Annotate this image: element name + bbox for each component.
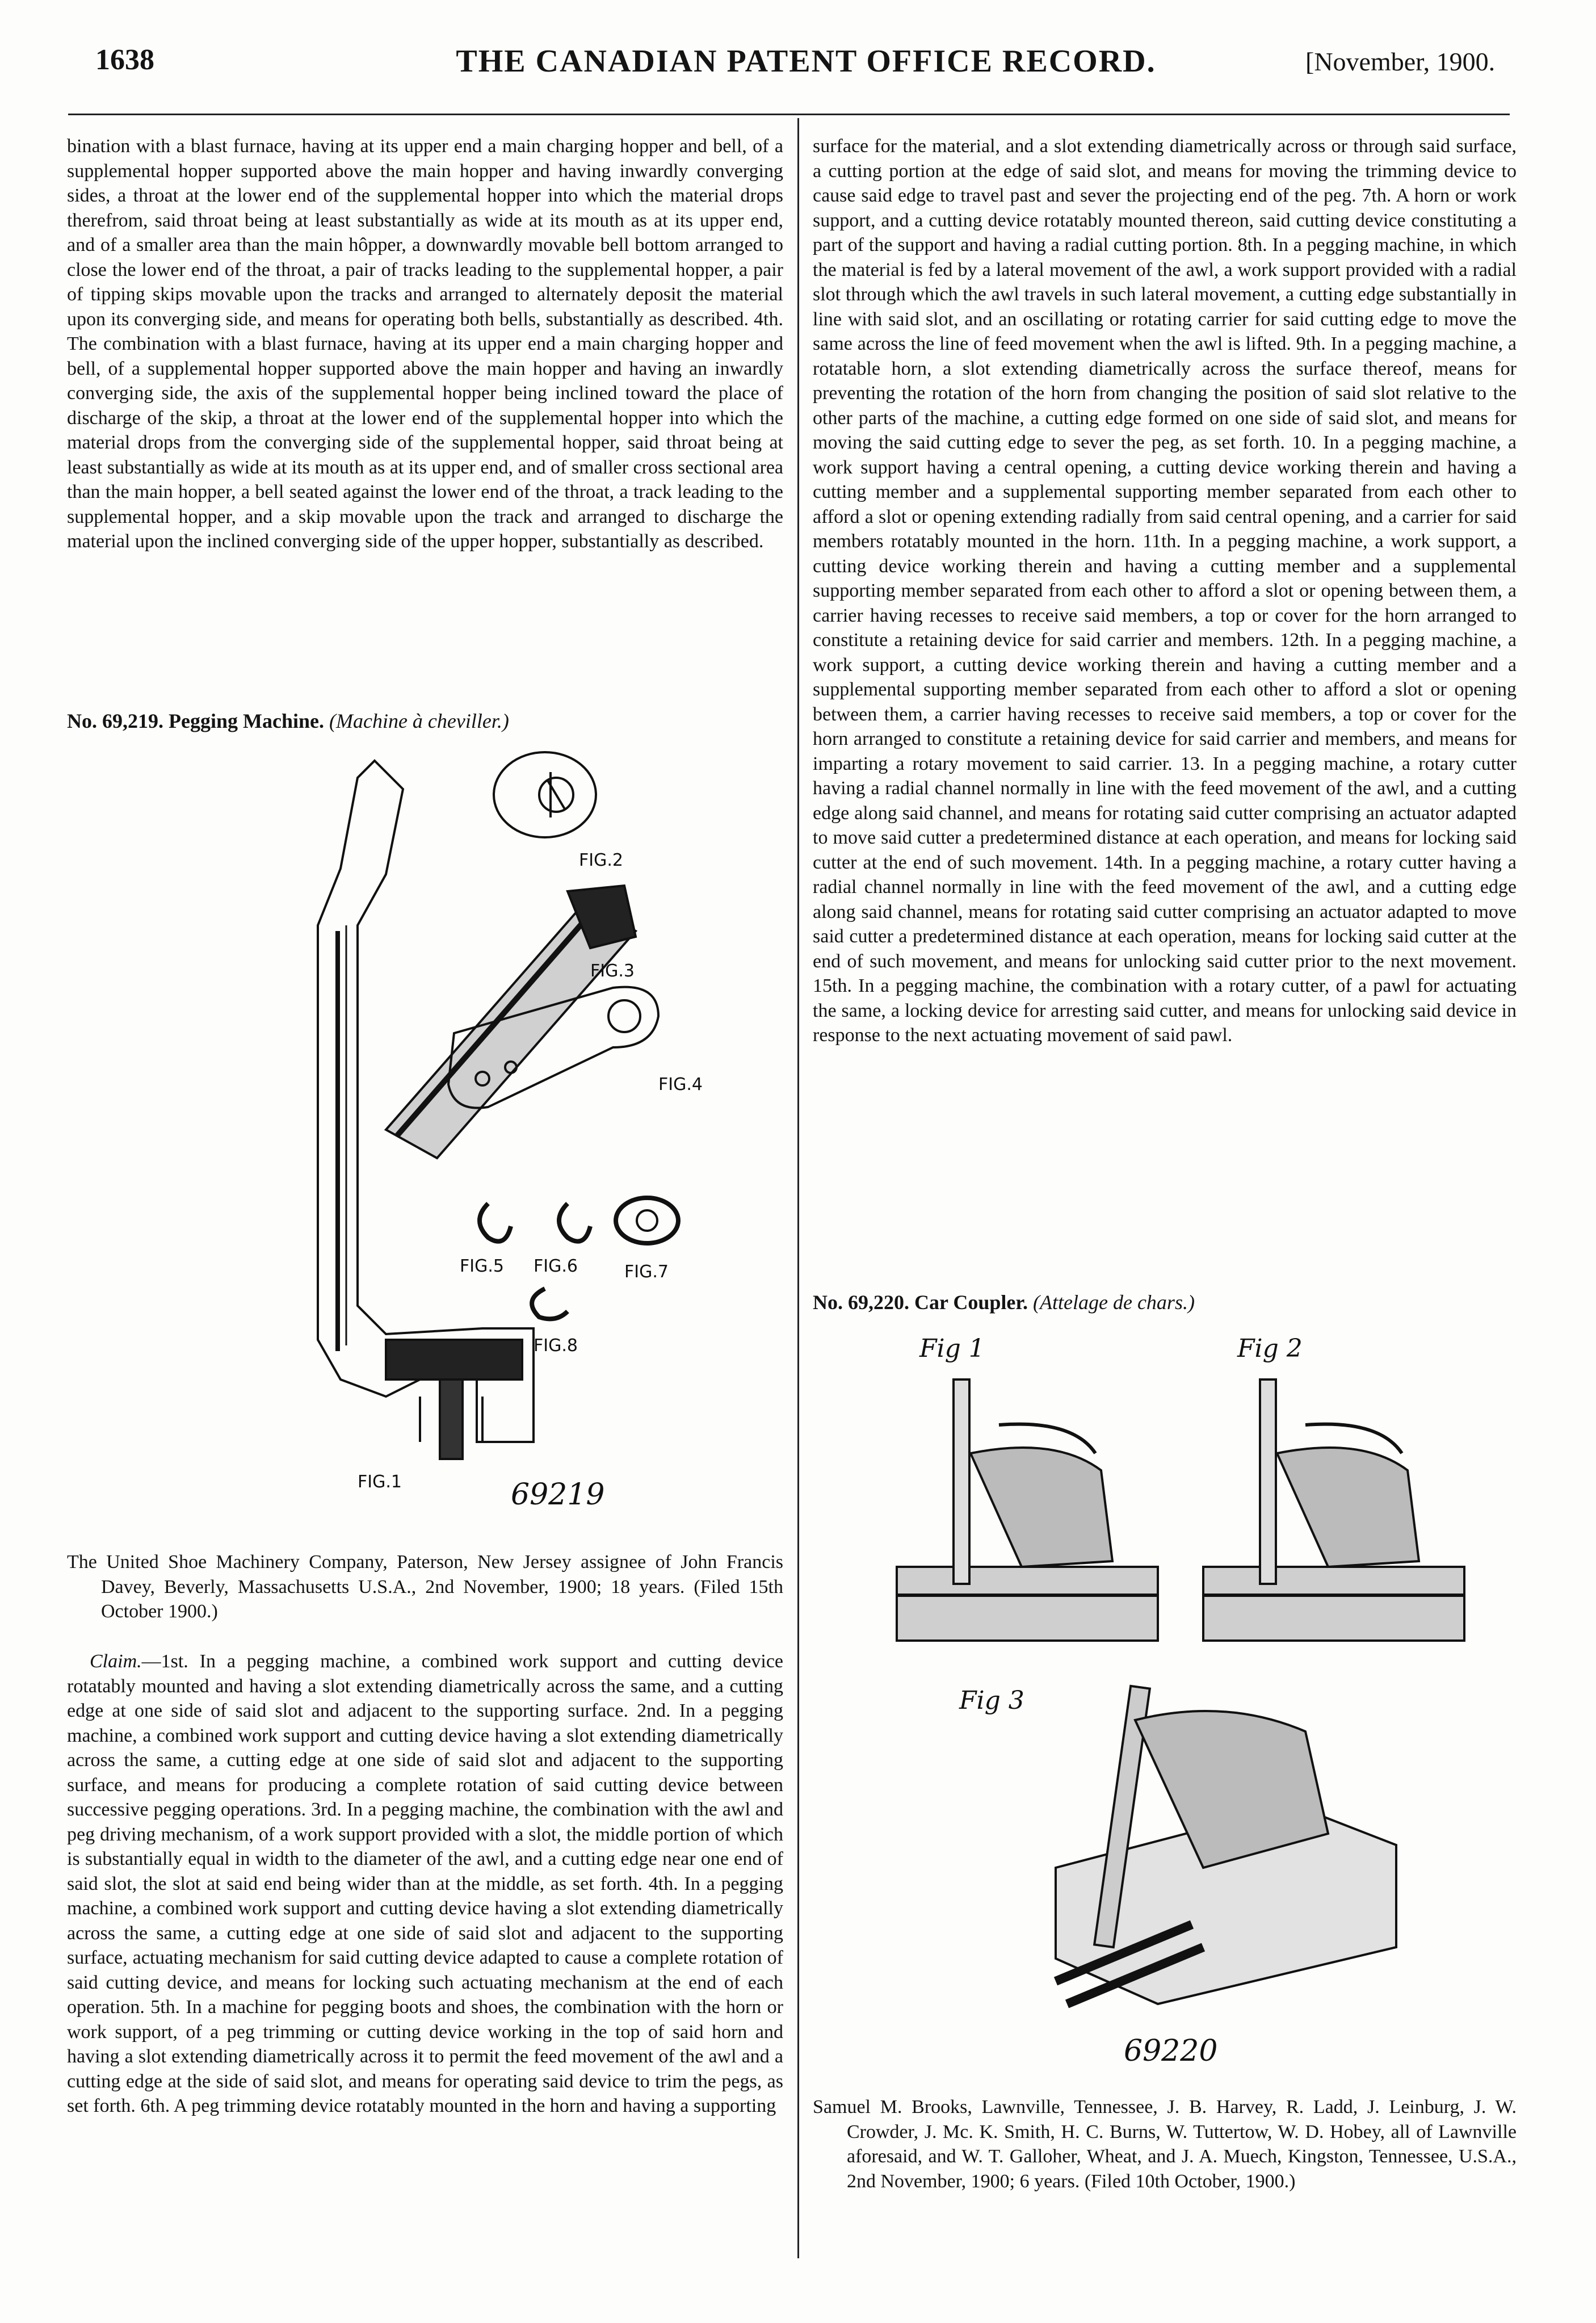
- claim-continuation-text: bination with a blast furnace, having at its upper end a main charging hopper and bell, of a supplemental hopper supported above the main hopper and having inwardly converging sides, a throat at the lower end of the supplemental hopper into which the material drops therefrom, said throat being at least substantially as wide at its mouth as at its upper end, and of a smaller area than the main hôpper, a downwardly movable bell bottom arranged to close the lower end of the throat, a pair of tracks leading to the supplemental hopper, a pair of tipping skips movable upon the tracks and arranged to alternately deposit the material upon its converging side, and means for operating both bells, substantially as described. 4th. The combination with a blast furnace, having at its upper end a main charging hopper and bell, of a supplemental hopper supported above the main hopper and having an inwardly converging side, the axis of the supplemental hopper being inclined toward the place of discharge of the skip, a throat at the lower end of the supplemental hopper into which the material drops from the converging side of the supplemental hopper, said throat being at least substantially as wide at its mouth as at its upper end, and of smaller cross sectional area than the main hopper, a bell seated against the lower end of the throat, a track leading to the supplemental hopper, and a skip movable upon the track and arranged to discharge the material upon the inclined converging side of the upper hopper, substantially as described.: [67, 136, 783, 552]
- fig-label-5: FIG.5: [460, 1256, 504, 1276]
- page-number: 1638: [95, 44, 154, 76]
- fig-label-1: FIG.1: [358, 1472, 402, 1492]
- patent-heading-69219: [67, 708, 783, 733]
- fig-label-3: Fig 3: [959, 1686, 1024, 1715]
- right-column-continuation: [813, 134, 1517, 1048]
- assignee-69219: [67, 1550, 783, 1624]
- patent-name: Car Coupler.: [914, 1291, 1028, 1314]
- fig-label-4: FIG.4: [658, 1075, 703, 1095]
- car-coupler-figure: [885, 1323, 1498, 2078]
- figure-number-handwritten: 69220: [1124, 2034, 1218, 2068]
- patent-heading-69220: [813, 1290, 1517, 1315]
- fig-label-2: Fig 2: [1237, 1334, 1303, 1363]
- patent-name-french: (Machine à cheviller.): [329, 710, 509, 732]
- pegging-machine-drawing: [216, 738, 761, 1527]
- assignee-text: Samuel M. Brooks, Lawnville, Tennessee, J. B. Harvey, R. Ladd, J. Leinburg, J. W. Crowder, J. Mc. K. Smith, H. C. Burns, W. Tuttertow, W. D. Hobey, all of Lawnville aforesaid, and W. T. Galloher, Wheat, and J. A. Muech, Kingston, Tennessee, U.S.A., 2nd November, 1900; 6 years. (Filed 10th October, 1900.): [813, 2096, 1517, 2192]
- figure-number-handwritten: 69219: [511, 1478, 605, 1512]
- journal-title: THE CANADIAN PATENT OFFICE RECORD.: [456, 44, 1156, 79]
- issue-date: [November, 1900.: [1305, 47, 1496, 76]
- column-divider: [797, 118, 799, 2258]
- pegging-machine-figure: [216, 738, 761, 1527]
- patent-name-french: (Attelage de chars.): [1033, 1291, 1195, 1314]
- fig-label-3: FIG.3: [590, 961, 635, 981]
- fig-label-8: FIG.8: [534, 1336, 578, 1356]
- claims-text: —1st. In a pegging machine, a combined work support and cutting device rotatably mounted and having a slot extending diametrically across the same, and a cutting edge at one side of said slot and adjacent to the supporting surface. 2nd. In a pegging machine, a combined work support and cutting device having a slot extending diametrically across the same, a cutting edge at one side of said slot and adjacent to the supporting surface, and means for producing a complete rotation of said cutting device between successive pegging operations. 3rd. In a pegging machine, the combination with the awl and peg driving mechanism, of a work support provided with a slot, the middle portion of which is substantially equal in width to the diameter of the awl, and a cutting edge near one end of said slot, the slot at said end being wider than at the middle, as set forth. 4th. In a pegging machine, a combined work support and cutting device having a slot extending diametrically across the same, a cutting edge at one side of said slot and adjacent to the supporting surface, actuating mechanism for said cutting device adapted to cause a complete rotation of said cutting device, and means for locking such actuating mechanism at the end of each operation. 5th. In a machine for pegging boots and shoes, the combination with the horn or work support, of a peg trimming or cutting device working in the top of said horn and having a slot extending diametrically across it to permit the feed movement of the awl and a cutting edge at the side of said slot, and means for operating said device to trim the pegs, as set forth. 6th. A peg trimming device rotatably mounted in the horn and having a supporting: [67, 1651, 783, 2116]
- fig-label-7: FIG.7: [624, 1262, 669, 1282]
- assignee-69220: [813, 2095, 1517, 2194]
- patent-number: No. 69,220.: [813, 1291, 909, 1314]
- left-column-continuation: [67, 134, 783, 554]
- page-header: [0, 0, 1596, 114]
- assignee-text: The United Shoe Machinery Company, Paterson, New Jersey assignee of John Francis Davey, Beverly, Massachusetts U.S.A., 2nd November, 1900; 18 years. (Filed 15th October 1900.): [67, 1552, 783, 1622]
- patent-number: No. 69,219.: [67, 710, 163, 732]
- fig-label-2: FIG.2: [579, 850, 623, 870]
- claims-paragraph: [67, 1649, 783, 2119]
- claims-69219: [67, 1649, 783, 2119]
- fig-label-1: Fig 1: [919, 1334, 985, 1363]
- patent-name: Pegging Machine.: [169, 710, 324, 732]
- header-rule: [68, 114, 1510, 115]
- claim-label: Claim.: [90, 1651, 142, 1672]
- car-coupler-drawing: [885, 1323, 1498, 2078]
- claims-continuation-text: surface for the material, and a slot extending diametrically across or through said surface, a cutting portion at the edge of said slot, and means for moving the trimming device to cause said edge to travel past and sever the projecting end of the peg. 7th. A horn or work support, and a cutting device rotatably mounted thereon, said cutting device constituting a part of the support and having a radial cutting portion. 8th. In a pegging machine, in which the material is fed by a lateral movement of the awl, a work support provided with a radial slot through which the awl travels in such lateral movement, a cutting edge substantially in line with said slot, and an oscillating or rotating carrier for said cutting edge to move the same across the line of feed movement when the awl is lifted. 9th. In a pegging machine, a rotatable horn, a slot extending diametrically across the surface thereof, means for preventing the rotation of the horn from changing the position of said slot relative to the other parts of the machine, a cutting edge formed on one side of said slot, and means for moving the said cutting edge to sever the peg, as set forth. 10. In a pegging machine, a work support having a central opening, a cutting device working therein and having a cutting member and a supplemental supporting member separated from each other to afford a slot or opening extending radially from said central opening, and a carrier for said members rotatably mounted in the horn. 11th. In a pegging machine, a work support, a cutting device working therein and having a cutting member and a supplemental supporting member separated from each other to afford a slot or opening between them, a carrier having recesses to receive said members, a top or cover for the horn arranged to constitute a retaining device for said carrier and members. 12th. In a pegging machine, a work support, a cutting device working therein and having a cutting member and a supplemental supporting member separated from each other to afford a slot or opening between them, a carrier having recesses to receive said members, a top or cover for the horn arranged to constitute a retaining device for said carrier and members, and means for imparting a rotary movement to said carrier. 13. In a pegging machine, a rotary cutter having a radial channel normally in line with the feed movement of the awl, and a cutting edge along said channel, and means for rotating said cutter comprising an actuator adapted to move said cutter a predetermined distance at each operation, and means for locking said cutter at the end of such movement. 14th. In a pegging machine, a rotary cutter having a radial channel normally in line with the feed movement of the awl, and a cutting edge along said channel, means for rotating said cutter comprising an actuator adapted to move said cutter a predetermined distance at each operation, means for locking said cutter at the end of such movement, and means for unlocking said cutter prior to the next movement. 15th. In a pegging machine, the combination with a rotary cutter, of a pawl for actuating the same, a locking device for arresting said cutter, and means for unlocking said device in response to the next actuating movement of said pawl.: [813, 136, 1517, 1046]
- fig-label-6: FIG.6: [534, 1256, 578, 1276]
